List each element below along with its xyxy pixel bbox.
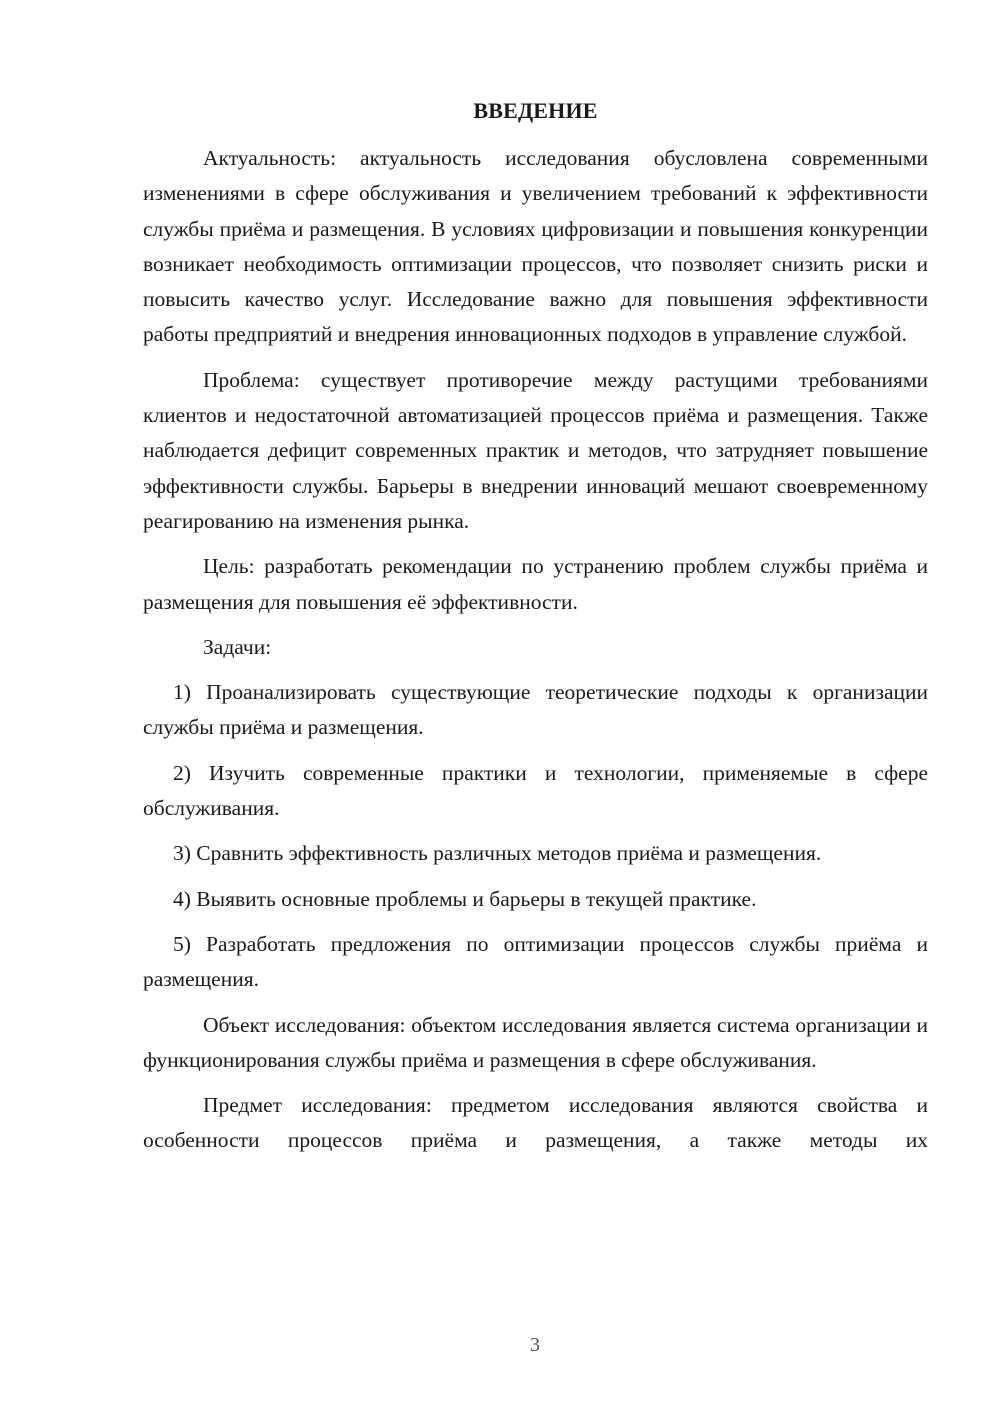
page-content xyxy=(143,95,928,1159)
task-item-5: 5) Разработать предложения по оптимизации процессов службы приёма и размещения. xyxy=(143,931,928,992)
section-title: ВВЕДЕНИЕ xyxy=(473,98,598,123)
paragraph-object: Объект исследования: объектом исследования является система организации и функционирования службы приёма и размещения в сфере обслуживания. xyxy=(143,1012,928,1072)
task-item-3: 3) Сравнить эффективность различных методов приёма и размещения. xyxy=(173,841,822,866)
paragraph-subject: Предмет исследования: предметом исследования являются свойства и особенности процессов приёма и размещения, а также методы их xyxy=(143,1093,928,1153)
paragraph-problem: Проблема: существует противоречие между растущими требованиями клиентов и недостаточной автоматизацией процессов приёма и размещения. Также наблюдается дефицит современных практик и методов, что затрудняет повышение эффективности службы. Барьеры в внедрении инноваций мешают своевременному реагированию на изменения рынка. xyxy=(143,367,928,533)
task-item-1: 1) Проанализировать существующие теоретические подходы к организации службы приёма и размещения. xyxy=(143,680,928,740)
task-item-2: 2) Изучить современные практики и технологии, применяемые в сфере обслуживания. xyxy=(143,760,928,821)
tasks-heading: Задачи: xyxy=(203,634,272,659)
task-item-4: 4) Выявить основные проблемы и барьеры в текущей практике. xyxy=(173,886,757,911)
paragraph-relevance: Актуальность: актуальность исследования обусловлена современными изменениями в сфере обслуживания и увеличением требований к эффективности службы приёма и размещения. В условиях цифровизации и повышения конкуренции возникает необходимость оптимизации процессов, что позволяет снизить риски и повысить качество услуг. Исследование важно для повышения эффективности работы предприятий и внедрения инновационных подходов в управление службой. xyxy=(143,146,928,347)
page-number: 3 xyxy=(530,1334,540,1356)
paragraph-goal: Цель: разработать рекомендации по устранению проблем службы приёма и размещения для повышения её эффективности. xyxy=(143,554,928,614)
